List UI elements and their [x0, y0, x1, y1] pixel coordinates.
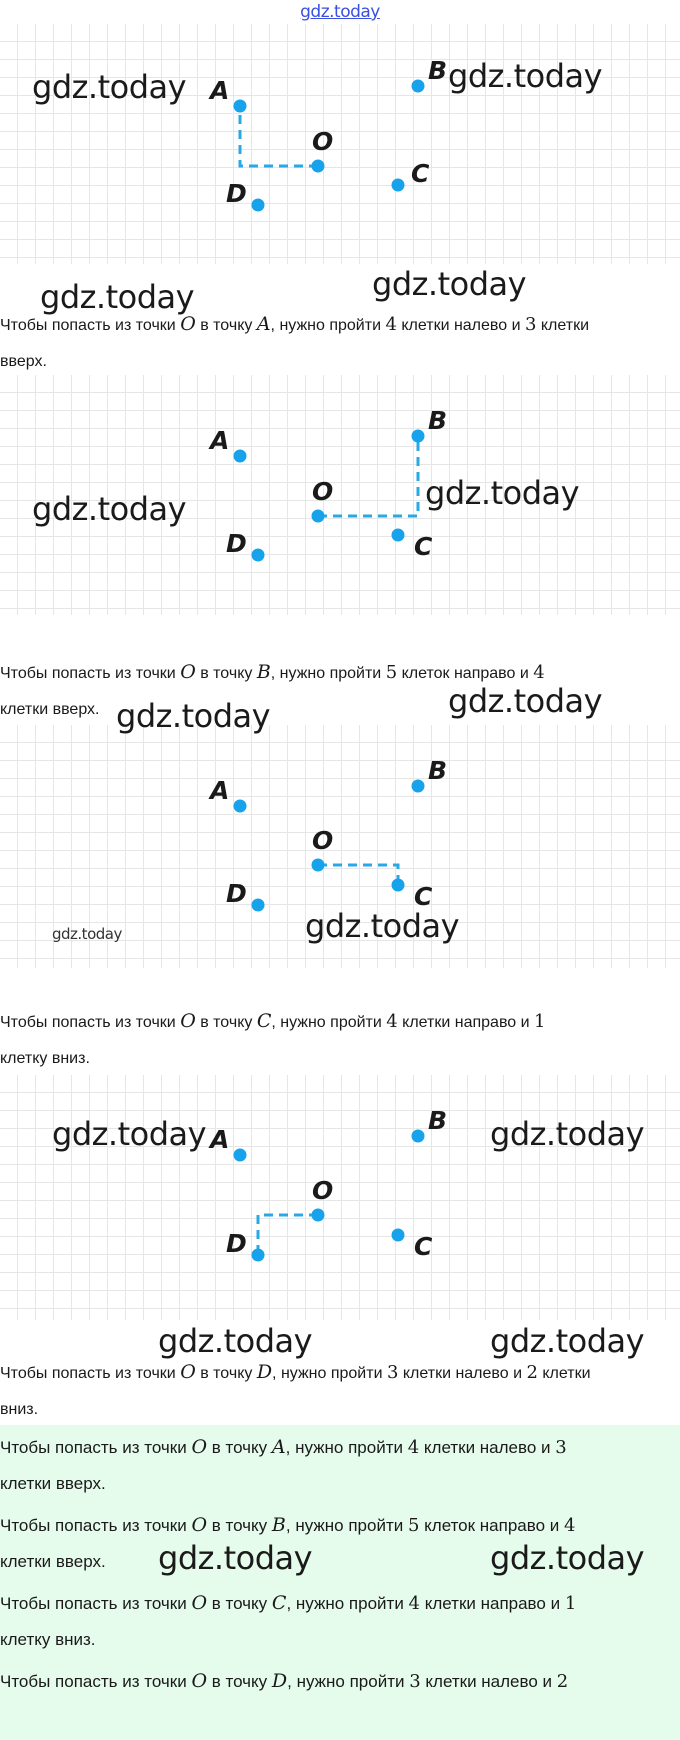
text-segment: , нужно пройти	[272, 1365, 387, 1382]
text-segment: клетки направо и	[420, 1594, 565, 1613]
label-c: C	[414, 882, 433, 911]
math-num: 3	[555, 1437, 567, 1458]
text-segment: , нужно пройти	[271, 1014, 387, 1031]
point-d	[252, 199, 265, 212]
answer-block	[0, 1425, 680, 1740]
text-segment: клетки налево и	[396, 317, 525, 334]
answer-o-to-a	[0, 1429, 676, 1502]
route-o-to-c	[318, 865, 398, 885]
text-segment: клеток направо и	[397, 665, 534, 682]
point-c	[392, 879, 405, 892]
text-segment: Чтобы попасть из точки	[0, 1365, 181, 1382]
label-c: C	[414, 532, 433, 561]
math-num: 2	[556, 1671, 569, 1692]
text-segment: Чтобы попасть из точки	[0, 1014, 181, 1031]
math-num: 4	[386, 1011, 398, 1032]
text-segment: , нужно пройти	[287, 1672, 410, 1691]
text-segment: Чтобы попасть из точки	[0, 1438, 192, 1457]
watermark: gdz.today	[52, 1115, 207, 1153]
math-var: O	[191, 1436, 208, 1458]
point-a	[234, 1149, 247, 1162]
math-var: O	[180, 661, 196, 683]
point-d	[252, 899, 265, 912]
label-b: B	[428, 1106, 448, 1135]
label-b: B	[428, 56, 448, 85]
text-segment: Чтобы попасть из точки	[0, 1594, 192, 1613]
text-segment: в точку	[195, 317, 257, 334]
text-o-to-a	[0, 306, 676, 380]
point-b	[412, 1130, 425, 1143]
point-a	[234, 450, 247, 463]
watermark: gdz.today	[372, 265, 527, 303]
label-c: C	[414, 1232, 433, 1261]
text-segment: , нужно пройти	[285, 1516, 408, 1535]
math-num: 3	[386, 1362, 399, 1383]
text-o-to-c	[0, 1003, 676, 1077]
text-segment: , нужно пройти	[286, 1594, 409, 1613]
label-a: A	[210, 1125, 230, 1154]
point-o	[312, 1209, 325, 1222]
point-d	[252, 549, 265, 562]
point-d	[252, 1249, 265, 1262]
math-var: O	[191, 1670, 208, 1692]
text-segment: в точку	[207, 1438, 272, 1457]
point-b	[412, 80, 425, 93]
point-c	[392, 179, 405, 192]
diagram-4-svg	[0, 1075, 680, 1320]
text-segment: клетки налево и	[419, 1438, 556, 1457]
math-num: 3	[409, 1671, 421, 1692]
math-num: 2	[526, 1362, 538, 1383]
point-a	[234, 800, 247, 813]
math-num: 1	[564, 1593, 577, 1614]
watermark: gdz.today	[490, 1539, 645, 1577]
point-c	[392, 529, 405, 542]
text-segment: клетки	[537, 1365, 591, 1382]
math-var: A	[271, 1436, 286, 1458]
text-segment: клетки налево и	[420, 1672, 557, 1691]
text-segment: в точку	[207, 1594, 272, 1613]
text-segment: вверх.	[0, 353, 47, 370]
math-num: 4	[385, 314, 397, 335]
top-watermark-link[interactable]: gdz.today	[300, 2, 380, 22]
text-segment: Чтобы попасть из точки	[0, 1672, 192, 1691]
label-a: A	[210, 426, 230, 455]
math-var: O	[180, 1361, 196, 1383]
watermark: gdz.today	[158, 1539, 313, 1577]
math-var: A	[256, 313, 271, 335]
label-d: D	[226, 879, 247, 908]
watermark: gdz.today	[448, 57, 603, 95]
label-o: O	[312, 826, 334, 855]
label-o: O	[312, 477, 334, 506]
point-b	[412, 780, 425, 793]
math-num: 3	[524, 314, 537, 335]
point-o	[312, 510, 325, 523]
label-o: O	[312, 127, 334, 156]
text-segment: клетки	[536, 317, 590, 334]
watermark-small: gdz.today	[52, 925, 122, 943]
route-o-to-d	[258, 1215, 318, 1255]
text-segment: в точку	[195, 1014, 257, 1031]
math-num: 4	[407, 1437, 420, 1458]
route-o-to-a	[240, 106, 318, 166]
math-var: O	[191, 1592, 208, 1614]
text-segment: в точку	[207, 1516, 272, 1535]
math-var: B	[271, 1514, 286, 1536]
watermark: gdz.today	[490, 1115, 645, 1153]
answer-o-to-d	[0, 1663, 676, 1700]
text-segment: клетку вниз.	[0, 1050, 90, 1067]
math-num: 1	[534, 1011, 546, 1032]
text-segment: клетки вверх.	[0, 1474, 106, 1493]
label-o: O	[312, 1176, 334, 1205]
math-num: 4	[408, 1593, 420, 1614]
text-segment: в точку	[207, 1672, 272, 1691]
text-segment: клетки вверх.	[0, 1552, 106, 1571]
label-d: D	[226, 529, 247, 558]
math-var: C	[271, 1592, 287, 1614]
text-segment: Чтобы попасть из точки	[0, 317, 181, 334]
watermark: gdz.today	[425, 474, 580, 512]
grid-diagram-4	[0, 1075, 680, 1320]
point-a	[234, 100, 247, 113]
label-c: C	[411, 159, 430, 188]
math-num: 4	[564, 1515, 576, 1536]
text-segment: Чтобы попасть из точки	[0, 665, 181, 682]
watermark: gdz.today	[305, 907, 460, 945]
label-a: A	[210, 76, 230, 105]
watermark: gdz.today	[158, 1322, 313, 1360]
point-o	[312, 859, 325, 872]
text-segment: , нужно пройти	[270, 317, 386, 334]
math-num: 5	[407, 1515, 420, 1536]
math-var: O	[191, 1514, 208, 1536]
text-segment: клетку вниз.	[0, 1630, 96, 1649]
text-segment: Чтобы попасть из точки	[0, 1516, 192, 1535]
math-var: D	[256, 1361, 273, 1383]
math-num: 5	[385, 662, 398, 683]
math-var: B	[256, 661, 271, 683]
label-a: A	[210, 776, 230, 805]
text-o-to-d	[0, 1354, 676, 1428]
watermark: gdz.today	[490, 1322, 645, 1360]
point-o	[312, 160, 325, 173]
text-segment: в точку	[195, 1365, 257, 1382]
watermark: gdz.today	[32, 68, 187, 106]
label-b: B	[428, 406, 448, 435]
math-var: D	[271, 1670, 288, 1692]
label-b: B	[428, 756, 448, 785]
watermark: gdz.today	[448, 682, 603, 720]
text-segment: , нужно пройти	[270, 665, 386, 682]
text-segment: клеток направо и	[419, 1516, 564, 1535]
answer-o-to-c	[0, 1585, 676, 1658]
math-var: C	[256, 1010, 272, 1032]
watermark: gdz.today	[40, 278, 195, 316]
math-var: O	[180, 313, 196, 335]
text-segment: вниз.	[0, 1401, 39, 1418]
watermark: gdz.today	[116, 697, 271, 735]
text-segment: , нужно пройти	[285, 1438, 408, 1457]
watermark: gdz.today	[32, 490, 187, 528]
text-segment: клетки вверх.	[0, 701, 100, 718]
label-d: D	[226, 179, 247, 208]
text-segment: в точку	[195, 665, 257, 682]
text-segment: клетки налево и	[398, 1365, 527, 1382]
point-c	[392, 1229, 405, 1242]
label-d: D	[226, 1229, 247, 1258]
math-num: 4	[533, 662, 545, 683]
point-b	[412, 430, 425, 443]
math-var: O	[180, 1010, 196, 1032]
text-segment: клетки направо и	[397, 1014, 534, 1031]
